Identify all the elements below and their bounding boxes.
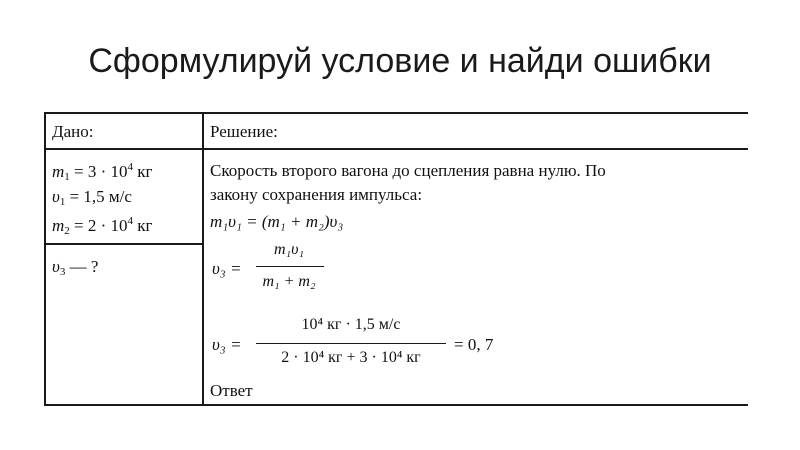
table-bottom-border [44, 404, 748, 406]
v3-formula-fraction [252, 242, 326, 292]
given-header: Дано: [52, 122, 94, 141]
given-find-separator [44, 243, 203, 245]
given-v1: $\upsilon_1 = 1,5$ м/с [52, 187, 132, 208]
given-m2: $m_2 = 2 \cdot 10^4$ кг [52, 215, 153, 237]
answer-label: Ответ [210, 381, 253, 400]
v3-formula-numerator: m₁υ₁ [273, 241, 305, 258]
v3-formula-lhs: υ₃ = [212, 259, 242, 278]
fraction-bar [256, 266, 324, 267]
given-m1: $m_1 = 3 \cdot 10^4$ кг [52, 161, 153, 183]
momentum-equation: m₁υ₁ = (m₁ + m₂)υ₃ [210, 212, 344, 231]
slide-title: Сформулируй условие и найди ошибки [88, 42, 712, 80]
table-column-divider [202, 112, 204, 406]
table-left-border [44, 112, 46, 406]
v3-numeric-lhs: υ₃ = [212, 335, 242, 354]
solution-header: Решение: [210, 122, 278, 141]
table-header-border [44, 148, 748, 150]
v3-formula-denominator: m₁ + m₂ [262, 273, 316, 290]
v3-numeric-denominator: 2 · 10⁴ кг + 3 · 10⁴ кг [281, 349, 421, 366]
find-v3: $\upsilon_3$ — ? [52, 257, 99, 278]
fraction-bar [256, 343, 446, 344]
v3-numeric-numerator: 10⁴ кг · 1,5 м/с [301, 316, 401, 333]
problem-table [44, 110, 748, 406]
v3-numeric-result: = 0, 7 [454, 335, 494, 354]
solution-line-2: закону сохранения импульса: [210, 185, 423, 204]
table-top-border [44, 112, 748, 114]
solution-line-1: Скорость второго вагона до сцепления равна нулю. По [210, 161, 606, 180]
v3-numeric-fraction [252, 317, 450, 369]
